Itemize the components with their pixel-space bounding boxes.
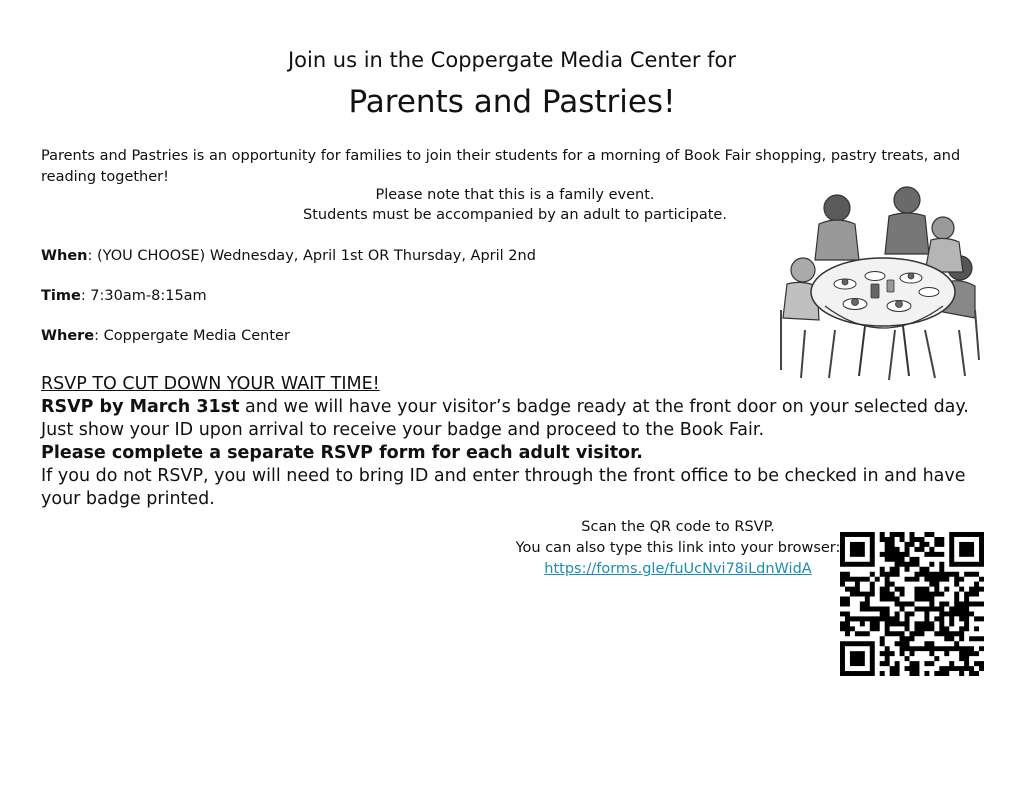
when-detail (41, 248, 536, 264)
rsvp-deadline-text: and we will have your visitor’s badge ready at the front door on your selected day. Just show your ID upon arrival to receive your badge and proceed to the Book Fair. (41, 397, 969, 440)
scan-line-2: You can also type this link into your browser: (515, 540, 841, 556)
time-label: Time (41, 288, 81, 304)
event-title: Parents and Pastries! (348, 84, 676, 120)
rsvp-deadline (41, 396, 991, 442)
intro-paragraph: Parents and Pastries is an opportunity for families to join their students for a morning of Book Fair shopping, pastry treats, and reading together! (41, 148, 961, 185)
no-rsvp-note: If you do not RSVP, you will need to bring ID and enter through the front office to be checked in and have your badge printed. (41, 466, 966, 509)
time-value: : 7:30am-8:15am (80, 288, 207, 304)
accompany-note: Students must be accompanied by an adult to participate. (303, 207, 727, 223)
event-subtitle: Join us in the Coppergate Media Center for (287, 48, 737, 72)
when-value: : (YOU CHOOSE) Wednesday, April 1st OR Thursday, April 2nd (87, 248, 536, 264)
where-label: Where (41, 328, 95, 344)
scan-line-1: Scan the QR code to RSVP. (581, 519, 775, 535)
rsvp-deadline-bold: RSVP by March 31st (41, 397, 240, 417)
separate-form-note (41, 442, 991, 465)
when-label: When (41, 248, 88, 264)
qr-code-icon (840, 532, 984, 676)
scan-instructions (510, 517, 846, 580)
time-detail (41, 288, 207, 304)
where-value: : Coppergate Media Center (94, 328, 290, 344)
rsvp-instructions (41, 396, 991, 511)
rsvp-form-link[interactable]: https://forms.gle/fuUcNvi78iLdnWidA (544, 561, 812, 577)
rsvp-heading: RSVP TO CUT DOWN YOUR WAIT TIME! (41, 374, 380, 394)
separate-form-bold: Please complete a separate RSVP form for each adult visitor. (41, 443, 643, 463)
family-dining-table-illustration (775, 180, 985, 380)
where-detail (41, 328, 290, 344)
family-event-note: Please note that this is a family event. (375, 187, 655, 203)
